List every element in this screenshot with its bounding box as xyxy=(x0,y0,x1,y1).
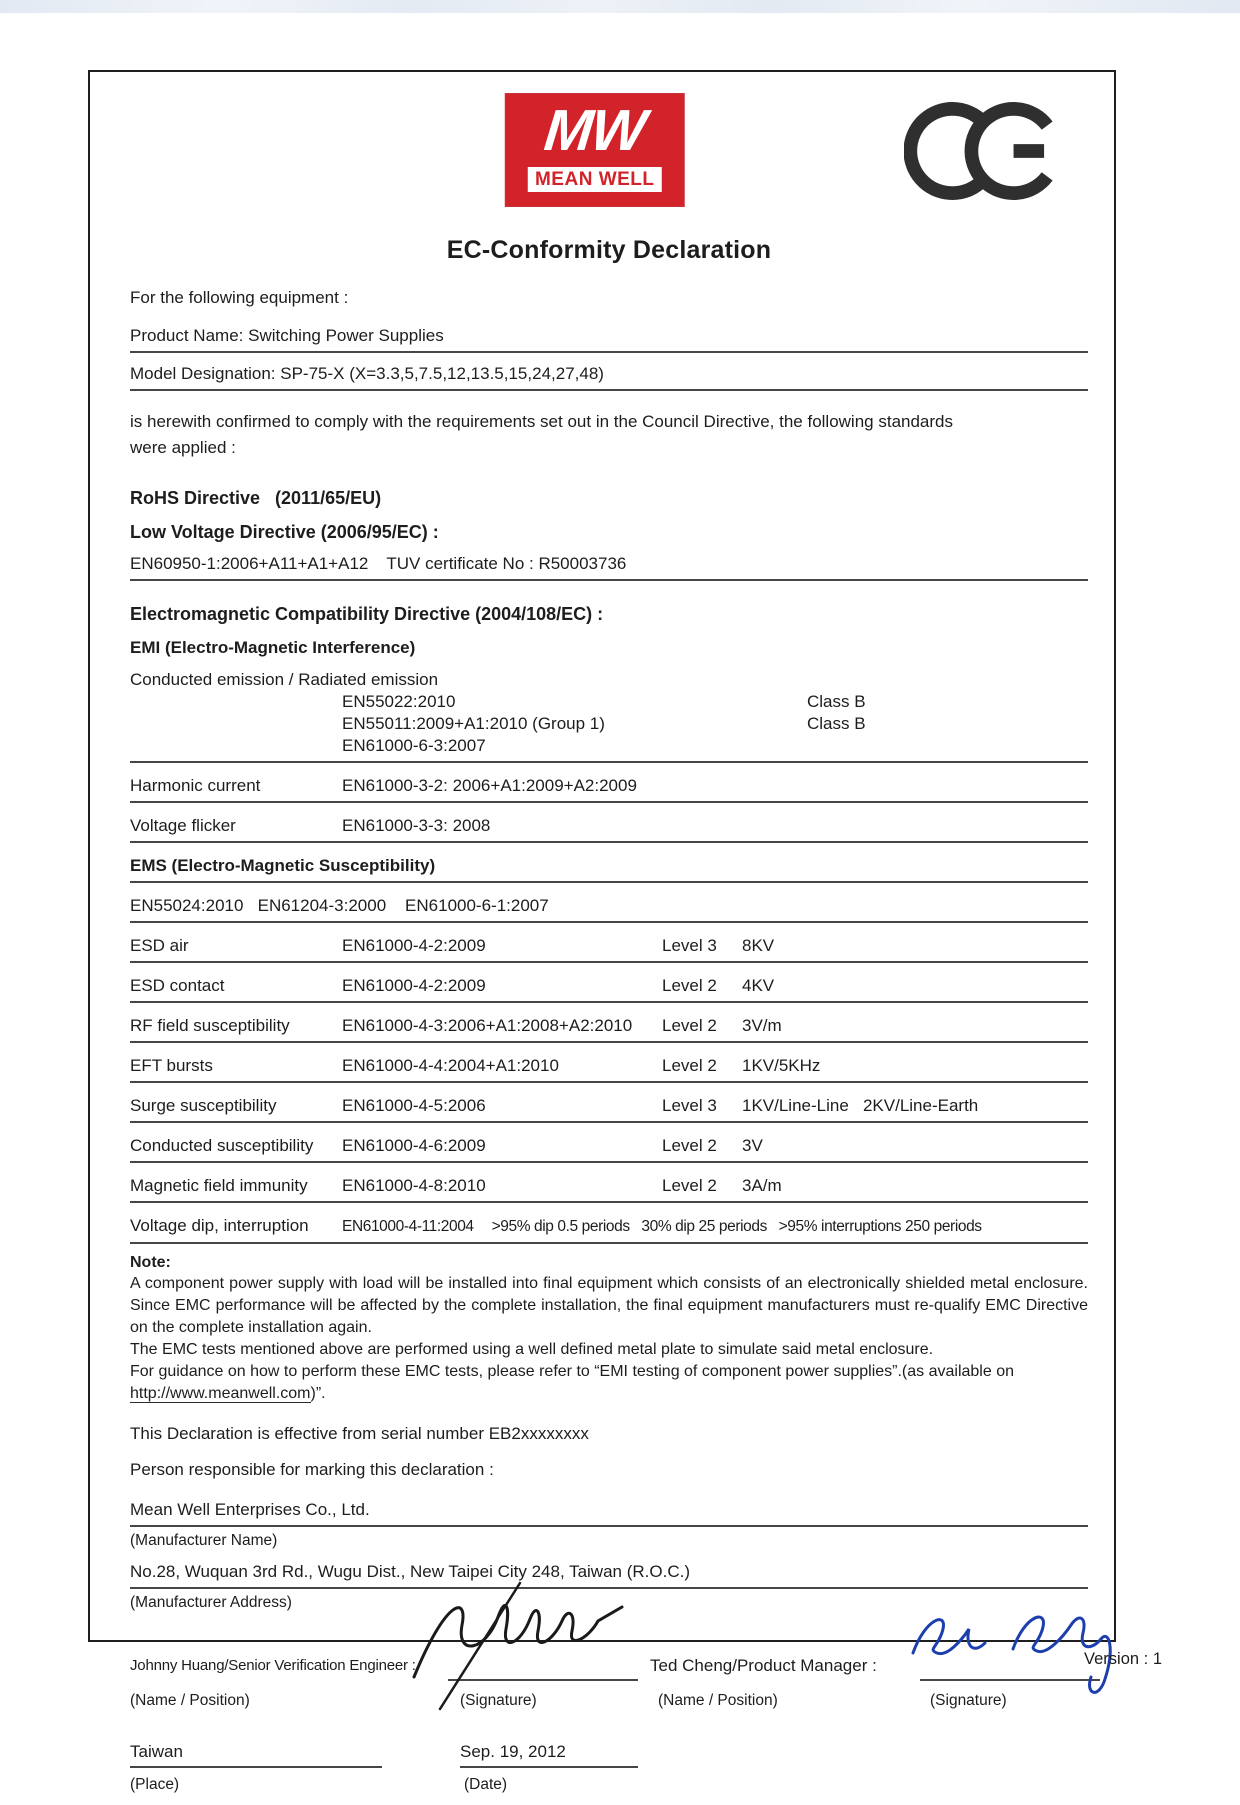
ems-test-standard: EN61000-4-2:2009 xyxy=(342,976,486,995)
ems-test-label: Surge susceptibility xyxy=(130,1096,277,1115)
emi-test-label: Voltage flicker xyxy=(130,816,236,835)
ems-test-label: RF field susceptibility xyxy=(130,1016,290,1035)
emi-standard-row xyxy=(130,713,1088,735)
engineer-name-position: Johnny Huang/Senior Verification Engineer : xyxy=(130,1657,416,1674)
low-voltage-directive-heading: Low Voltage Directive (2006/95/EC) : xyxy=(130,522,439,542)
manager-signature-caption: (Signature) xyxy=(930,1692,1007,1709)
version-label: Version : 1 xyxy=(1084,1650,1162,1668)
ems-test-value: 8KV xyxy=(742,936,775,955)
ems-test-label: Magnetic field immunity xyxy=(130,1176,308,1195)
emi-standard-rating: Class B xyxy=(807,692,866,711)
ems-test-row xyxy=(130,1095,1088,1123)
ems-test-level: Level 2 xyxy=(662,1016,717,1035)
lvd-standard-row xyxy=(130,553,1088,581)
product-name-line: Product Name: Switching Power Supplies xyxy=(130,325,1088,353)
emi-standard-row xyxy=(130,735,1088,763)
emi-test-label: Harmonic current xyxy=(130,776,261,795)
emi-standard-name: EN55022:2010 xyxy=(342,692,456,711)
document-page xyxy=(88,70,1116,1793)
ems-test-row xyxy=(130,935,1088,963)
manufacturer-name-caption: (Manufacturer Name) xyxy=(130,1532,278,1549)
emi-standard-name: EN55011:2009+A1:2010 (Group 1) xyxy=(342,714,605,733)
ems-test-row xyxy=(130,1015,1088,1043)
ems-test-value: 1KV/Line-Line 2KV/Line-Earth xyxy=(742,1096,979,1115)
confirmation-paragraph xyxy=(130,409,1088,461)
tuv-certificate: TUV certificate No : R50003736 xyxy=(386,554,627,573)
emi-standard-rating: Class B xyxy=(807,714,866,733)
emi-test-standard: EN61000-3-2: 2006+A1:2009+A2:2009 xyxy=(342,776,637,795)
engineer-name-position-caption: (Name / Position) xyxy=(130,1692,250,1709)
confirmation-line1: is herewith confirmed to comply with the requirements set out in the Council Directive, the following standards xyxy=(130,412,953,431)
ce-mark-icon xyxy=(904,92,1062,210)
ems-test-standard: EN61000-4-5:2006 xyxy=(342,1096,486,1115)
ems-test-value: >95% dip 0.5 periods 30% dip 25 periods >95% interruptions 250 periods xyxy=(491,1218,982,1235)
ems-test-row xyxy=(130,975,1088,1003)
emi-test-row xyxy=(130,815,1088,843)
ems-test-level: Level 2 xyxy=(662,976,717,995)
ems-test-standard: EN61000-4-2:2009 xyxy=(342,936,486,955)
ems-general-standards: EN55024:2010 EN61204-3:2000 EN61000-6-1:2007 xyxy=(130,895,1088,923)
ems-test-label: Conducted susceptibility xyxy=(130,1136,314,1155)
page-title: EC-Conformity Declaration xyxy=(446,236,772,264)
ems-test-level: Level 2 xyxy=(662,1056,717,1075)
ems-test-level: Level 3 xyxy=(662,936,717,955)
ems-test-value: 3V/m xyxy=(742,1016,782,1035)
manufacturer-address-line: No.28, Wuquan 3rd Rd., Wugu Dist., New Taipei City 248, Taiwan (R.O.C.) xyxy=(130,1561,1088,1589)
emi-heading: EMI (Electro-Magnetic Interference) xyxy=(130,638,416,657)
manager-name-position-caption: (Name / Position) xyxy=(658,1692,778,1709)
meanwell-logo-wordmark: MEAN WELL xyxy=(528,167,662,192)
place-caption: (Place) xyxy=(130,1776,180,1793)
note-heading: Note: xyxy=(130,1254,171,1271)
manufacturer-name-line: Mean Well Enterprises Co., Ltd. xyxy=(130,1499,1088,1527)
manager-name-position: Ted Cheng/Product Manager : xyxy=(650,1656,877,1675)
meanwell-logo-initials: MW xyxy=(541,98,648,163)
ems-test-row xyxy=(130,1175,1088,1203)
emi-test-standard: EN61000-3-3: 2008 xyxy=(342,816,491,835)
ems-test-row xyxy=(130,1135,1088,1163)
ems-test-standard: EN61000-4-8:2010 xyxy=(342,1176,486,1195)
confirmation-line2: were applied : xyxy=(130,438,236,457)
meanwell-logo xyxy=(506,94,684,206)
emc-directive-heading: Electromagnetic Compatibility Directive (2004/108/EC) : xyxy=(130,604,604,624)
note-paragraph-2: The EMC tests mentioned above are performed using a well defined metal plate to simulate said metal enclosure. xyxy=(130,1341,934,1358)
ems-test-value: 4KV xyxy=(742,976,775,995)
emi-standard-row xyxy=(130,691,1088,713)
ems-heading: EMS (Electro-Magnetic Susceptibility) xyxy=(130,855,1088,883)
meanwell-url: http://www.meanwell.com xyxy=(130,1385,311,1402)
ems-test-standard: EN61000-4-4:2004+A1:2010 xyxy=(342,1056,559,1075)
rohs-directive-heading: RoHS Directive (2011/65/EU) xyxy=(130,488,382,508)
engineer-signature-caption: (Signature) xyxy=(460,1692,537,1709)
ems-test-level: Level 3 xyxy=(662,1096,717,1115)
ems-dip-row xyxy=(130,1215,1088,1244)
emission-label: Conducted emission / Radiated emission xyxy=(130,670,439,689)
date-value: Sep. 19, 2012 xyxy=(460,1741,638,1768)
ems-test-level: Level 2 xyxy=(662,1176,717,1195)
ems-test-label: Voltage dip, interruption xyxy=(130,1216,309,1235)
ems-test-standard: EN61000-4-11:2004 xyxy=(342,1218,474,1235)
responsible-label: Person responsible for marking this declaration : xyxy=(130,1460,494,1479)
serial-note: This Declaration is effective from serial number EB2xxxxxxxx xyxy=(130,1424,589,1443)
document-header xyxy=(130,90,1088,240)
lvd-standard: EN60950-1:2006+A11+A1+A12 xyxy=(130,554,369,573)
ems-test-standard: EN61000-4-6:2009 xyxy=(342,1136,486,1155)
ems-test-label: EFT bursts xyxy=(130,1056,213,1075)
note-guidance-suffix: )”. xyxy=(310,1385,326,1402)
for-equipment-label: For the following equipment : xyxy=(130,288,349,307)
note-paragraph-3 xyxy=(130,1361,1088,1405)
ems-test-row xyxy=(130,1055,1088,1083)
ems-test-label: ESD contact xyxy=(130,976,225,995)
emi-standard-name: EN61000-6-3:2007 xyxy=(342,736,486,755)
model-designation-line: Model Designation: SP-75-X (X=3.3,5,7.5,12,13.5,15,24,27,48) xyxy=(130,363,1088,391)
ems-test-standard: EN61000-4-3:2006+A1:2008+A2:2010 xyxy=(342,1016,633,1035)
note-guidance-text: For guidance on how to perform these EMC tests, please refer to “EMI testing of component power supplies”.(as available on xyxy=(130,1363,1014,1380)
ems-test-label: ESD air xyxy=(130,936,189,955)
manufacturer-address-caption: (Manufacturer Address) xyxy=(130,1594,292,1611)
date-caption: (Date) xyxy=(464,1776,508,1793)
place-date-section xyxy=(130,1741,1088,1805)
emi-test-row xyxy=(130,775,1088,803)
ems-test-value: 3A/m xyxy=(742,1176,782,1195)
ems-test-value: 3V xyxy=(742,1136,763,1155)
place-value: Taiwan xyxy=(130,1741,382,1768)
ems-test-value: 1KV/5KHz xyxy=(742,1056,821,1075)
note-paragraph-1: A component power supply with load will be installed into final equipment which consists of an electronically shielded metal enclosure. Since EMC performance will be affected by the complete installation, the final equipment manufacturers must re-qualify EMC Directive on the complete installation again. xyxy=(130,1275,1093,1336)
scan-artifact-strip xyxy=(0,0,1240,13)
ems-test-level: Level 2 xyxy=(662,1136,717,1155)
signature-section xyxy=(130,1627,1088,1731)
